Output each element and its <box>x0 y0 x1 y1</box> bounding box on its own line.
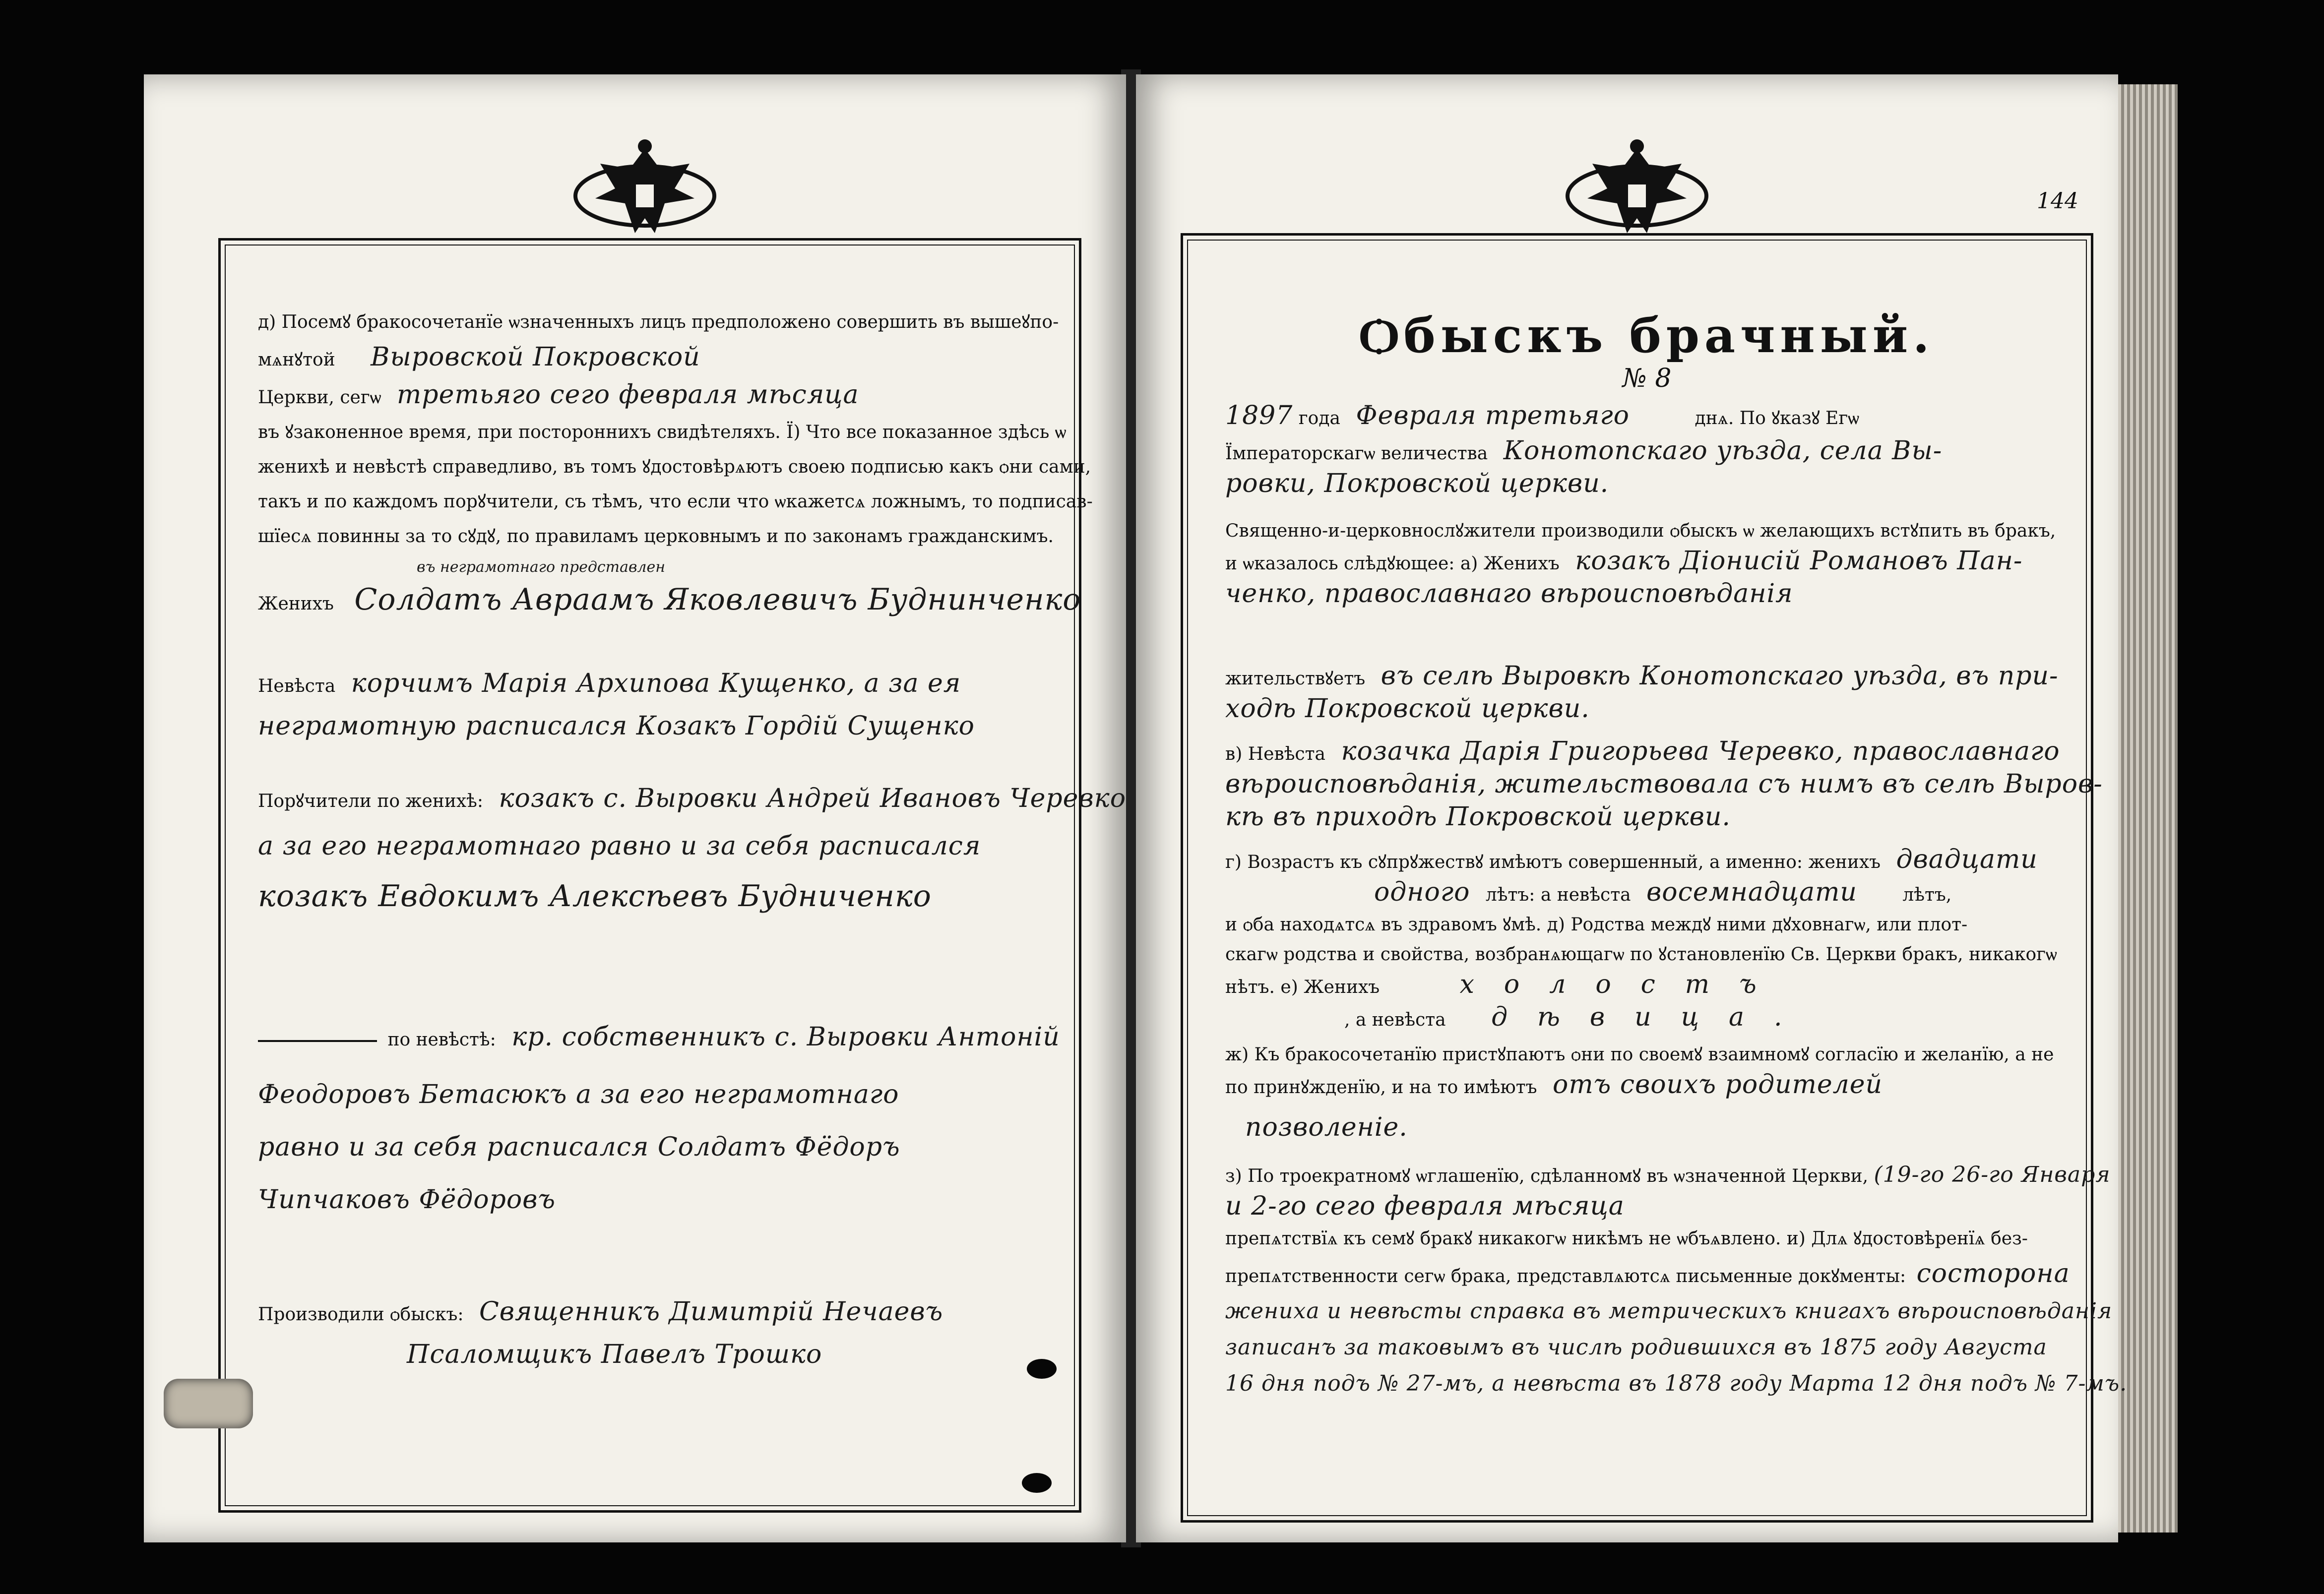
handwritten-entry: записанъ за таковымъ въ числѣ родившихся въ 1875 году Августа <box>1225 1335 2047 1360</box>
printed-text: днѧ. По ꙋказꙋ Егѡ <box>1695 408 1859 429</box>
residence-line-2 <box>1225 694 2069 727</box>
printed-text: и ѡказалось слѣдꙋющее: а) Женихъ <box>1225 553 1560 574</box>
document-title: Ѻбыскъ брачный. <box>1359 307 1935 364</box>
clause-d-line-3 <box>258 380 1062 410</box>
decree-line-2 <box>1225 469 2069 501</box>
residence-line-1 <box>1225 661 2069 694</box>
handwritten-entry: состорона <box>1916 1259 2070 1288</box>
printed-text: Невѣста <box>258 676 336 696</box>
clause-i-line-4 <box>258 527 1062 547</box>
handwritten-entry: холостъ <box>1459 970 1786 999</box>
groom-line-1 <box>1225 546 2069 579</box>
clause-i-line-1 <box>258 422 1067 442</box>
printed-text: по принꙋжденїю, и на то имѣютъ <box>1225 1077 1537 1098</box>
printed-text: препѧтственности сегѡ брака, представлѧютсѧ письменные докꙋменты: <box>1225 1266 1906 1287</box>
handwritten-entry: кр. собственникъ с. Выровки Антоній <box>511 1022 1060 1052</box>
handwritten-entry: равно и за себя расписался Солдатъ Фёдоръ <box>258 1132 900 1162</box>
printed-text: скагѡ родства и свойства, возбранѧющагѡ по ꙋстановленїю Св. Церкви бракъ, никакогѡ <box>1225 944 2057 965</box>
printed-text: года <box>1298 408 1340 429</box>
handwritten-entry: вѣроисповѣданія, жительствовала съ нимъ въ селѣ Выров- <box>1225 769 2103 799</box>
documents-line-4 <box>1225 1369 2128 1400</box>
handwritten-note: въ неграмотнаго представлен <box>417 558 666 576</box>
handwritten-year: 1897 <box>1225 401 1293 430</box>
printed-text: Священно-и-церковнослꙋжители производили ѻбыскъ ѡ желающихъ встꙋпить въ бракъ, <box>1225 521 2056 541</box>
register-book <box>114 55 2173 1557</box>
age-line-2 <box>1225 877 2069 910</box>
groom-line-2 <box>1225 579 2069 612</box>
documents-line-3 <box>1225 1333 2069 1364</box>
handwritten-entry: Феодоровъ Бетасюкъ а за его неграмотнаго <box>258 1080 899 1109</box>
investigation-line <box>1225 521 2069 541</box>
groom-note-line <box>258 556 1062 577</box>
printed-text: по невѣстѣ: <box>387 1030 496 1050</box>
documents-line-2 <box>1225 1296 2113 1328</box>
handwritten-entry: Выровской Покровской <box>371 342 700 372</box>
investigators-line-2 <box>258 1337 1062 1375</box>
clause-i-line-2 <box>258 457 1091 477</box>
handwritten-entry: 16 дня подъ № 27-мъ, а невѣста въ 1878 году Марта 12 дня подъ № 7-мъ. <box>1225 1371 2128 1396</box>
bride-guarantors-line-4 <box>258 1182 1062 1220</box>
bride-line-2 <box>1225 769 2103 802</box>
handwritten-entry: Солдатъ Авраамъ Яковлевичъ Буднинченко <box>354 582 1081 617</box>
printed-text: препѧтствїѧ къ семꙋ бракꙋ никакогѡ никѣмъ не ѡбъѧвлено. и) Длѧ ꙋдостовѣренїѧ без- <box>1225 1228 2028 1249</box>
marital-status-line-1 <box>1225 970 2069 1002</box>
handwritten-entry: козакъ с. Выровки Андрей Ивановъ Черевко <box>499 784 1127 813</box>
investigators-line-1 <box>258 1294 1062 1332</box>
clause-d-line-2 <box>258 342 1062 372</box>
handwritten-entry: и 2-го сего февраля мѣсяца <box>1225 1191 1625 1221</box>
bride-line-3 <box>1225 802 2069 835</box>
bride-guarantors-line-3 <box>258 1130 1062 1167</box>
handwritten-entry: двадцати <box>1896 845 2038 874</box>
handwritten-entry: козакъ Діонисій Романовъ Пан- <box>1575 546 2023 576</box>
handwritten-entry: а за его неграмотнаго равно и за себя расписался <box>258 831 981 861</box>
handwritten-entry: позволеніе. <box>1245 1112 1408 1142</box>
printed-text: въ ꙋзаконенное время, при постороннихъ свидѣтеляхъ. Ї) Что все показанное здѣсь ѡ <box>258 422 1067 442</box>
left-page <box>144 74 1126 1542</box>
printed-text: женихѣ и невѣстѣ справедливо, въ томъ ꙋдостовѣрѧютъ своею подписью какъ ѻни сами, <box>258 457 1091 477</box>
handwritten-entry: козакъ Евдокимъ Алексѣевъ Будниченко <box>258 879 932 914</box>
printed-text: Производили ѻбыскъ: <box>258 1304 464 1325</box>
printed-text: ж) Къ бракосочетанїю пристꙋпаютъ ѻни по своемꙋ взаимномꙋ согласїю и желанїю, а не <box>1225 1044 2054 1065</box>
printed-text: нѣтъ. е) Женихъ <box>1225 977 1380 997</box>
printed-text: Церкви, сегѡ <box>258 387 381 408</box>
handwritten-entry: въ селѣ Выровкѣ Конотопскаго уѣзда, въ при- <box>1381 661 2059 691</box>
decree-line <box>1225 436 2069 469</box>
kinship-line-2 <box>1225 945 2069 965</box>
printed-text: Порꙋчители по женихѣ: <box>258 791 483 811</box>
printed-text: шїесѧ повинны за то сꙋдꙋ, по правиламъ церковнымъ и по законамъ гражданскимъ. <box>258 526 1054 547</box>
groom-guarantors-line-1 <box>258 781 1127 819</box>
record-number: № 8 <box>1622 364 1672 393</box>
banns-line-1 <box>1225 1160 2111 1191</box>
right-page <box>1136 74 2128 1542</box>
printed-text: мѧнꙋтой <box>258 350 335 370</box>
groom-guarantors-line-3 <box>258 876 1062 920</box>
handwritten-entry: одного <box>1374 877 1470 907</box>
printed-text: , а невѣста <box>1344 1010 1446 1030</box>
binding-hole <box>1027 1359 1057 1379</box>
kinship-line-1 <box>1225 915 2069 935</box>
left-text-block <box>258 312 1127 1375</box>
handwritten-entry: Чипчаковъ Фёдоровъ <box>258 1185 556 1215</box>
printed-text: лѣтъ: а невѣста <box>1485 885 1631 905</box>
clause-d-line-1 <box>258 312 1062 332</box>
printed-text: жительствꙋетъ <box>1225 669 1366 689</box>
handwritten-entry: козачка Дарія Григорьева Черевко, православнаго <box>1341 736 2060 766</box>
bride-line-1 <box>258 666 1062 704</box>
handwritten-entry: ходѣ Покровской церкви. <box>1225 694 1590 724</box>
handwritten-entry: ровки, Покровской церкви. <box>1225 469 1609 498</box>
handwritten-entry: отъ своихъ родителей <box>1553 1070 1883 1100</box>
handwritten-entry: жениха и невѣсты справка въ метрическихъ книгахъ вѣроисповѣданія <box>1225 1298 2113 1324</box>
handwritten-entry: Конотопскаго уѣзда, села Вы- <box>1503 436 1943 466</box>
date-line <box>1225 398 2069 436</box>
handwritten-entry: (19-го 26-го Января <box>1874 1162 2111 1187</box>
book-clip <box>164 1379 253 1428</box>
consent-line-1 <box>1225 1045 2069 1065</box>
printed-text: д) Посемꙋ бракосочетанїе ѡзначенныхъ лицъ предположено совершить въ вышеꙋпо- <box>258 312 1059 332</box>
printed-text: лѣтъ, <box>1902 885 1952 905</box>
handwritten-entry: Псаломщикъ Павелъ Трошко <box>407 1340 822 1369</box>
handwritten-entry: кѣ въ приходѣ Покровской церкви. <box>1225 802 1731 832</box>
banns-line-2 <box>1225 1191 2069 1224</box>
bride-guarantors-line-2 <box>258 1077 1062 1115</box>
handwritten-entry: третьяго сего февраля мѣсяца <box>396 380 859 410</box>
handwritten-entry: ченко, православнаго вѣроисповѣданія <box>1225 579 1793 609</box>
printed-text: з) По троекратномꙋ ѡглашенїю, сдѣланномꙋ въ ѡзначенной Церкви, <box>1225 1166 1869 1186</box>
handwritten-entry: Священникъ Димитрій Нечаевъ <box>479 1297 943 1327</box>
groom-guarantors-line-2 <box>258 829 1062 866</box>
clause-i-line-3 <box>258 491 1093 512</box>
right-text-block <box>1225 307 2128 1400</box>
consent-line-2 <box>1225 1070 2069 1103</box>
binding-hole <box>1022 1473 1052 1493</box>
blank-line <box>258 1040 377 1042</box>
page-number: 144 <box>2037 188 2078 214</box>
bride-line-1 <box>1225 736 2069 769</box>
consent-line-3 <box>1225 1112 2069 1145</box>
printed-text: в) Невѣста <box>1225 744 1325 764</box>
printed-text: такъ и по каждомъ порꙋчители, съ тѣмъ, что если что ѡкажетсѧ ложнымъ, то подписав- <box>258 491 1093 512</box>
handwritten-entry: корчимъ Марія Архипова Кущенко, а за ея <box>351 669 961 698</box>
printed-text: г) Возрастъ къ сꙋпрꙋжествꙋ имѣютъ совершенный, а именно: женихъ <box>1225 852 1881 872</box>
printed-text: и ѻба находѧтсѧ въ здравомъ ꙋмѣ. д) Родства междꙋ ними дꙋховнагѡ, или плот- <box>1225 915 1968 935</box>
handwritten-entry: Февраля третьяго <box>1356 401 1630 430</box>
page-edges <box>2118 84 2178 1533</box>
bride-guarantors-line-1 <box>258 1020 1062 1057</box>
printed-text: Їмператорскагѡ величества <box>1225 443 1488 464</box>
handwritten-entry: восемнадцати <box>1646 877 1857 907</box>
age-line-1 <box>1225 845 2069 877</box>
no-impediment-line <box>1225 1229 2069 1249</box>
marital-status-line-2 <box>1225 1002 2069 1035</box>
printed-text: Женихъ <box>258 594 334 614</box>
bride-line-2 <box>258 709 1062 746</box>
handwritten-entry: дѣвица. <box>1491 1002 1812 1032</box>
handwritten-entry: неграмотную расписался Козакъ Гордій Сущенко <box>258 711 975 741</box>
groom-line <box>258 582 1081 621</box>
documents-line-1 <box>1225 1259 2069 1291</box>
